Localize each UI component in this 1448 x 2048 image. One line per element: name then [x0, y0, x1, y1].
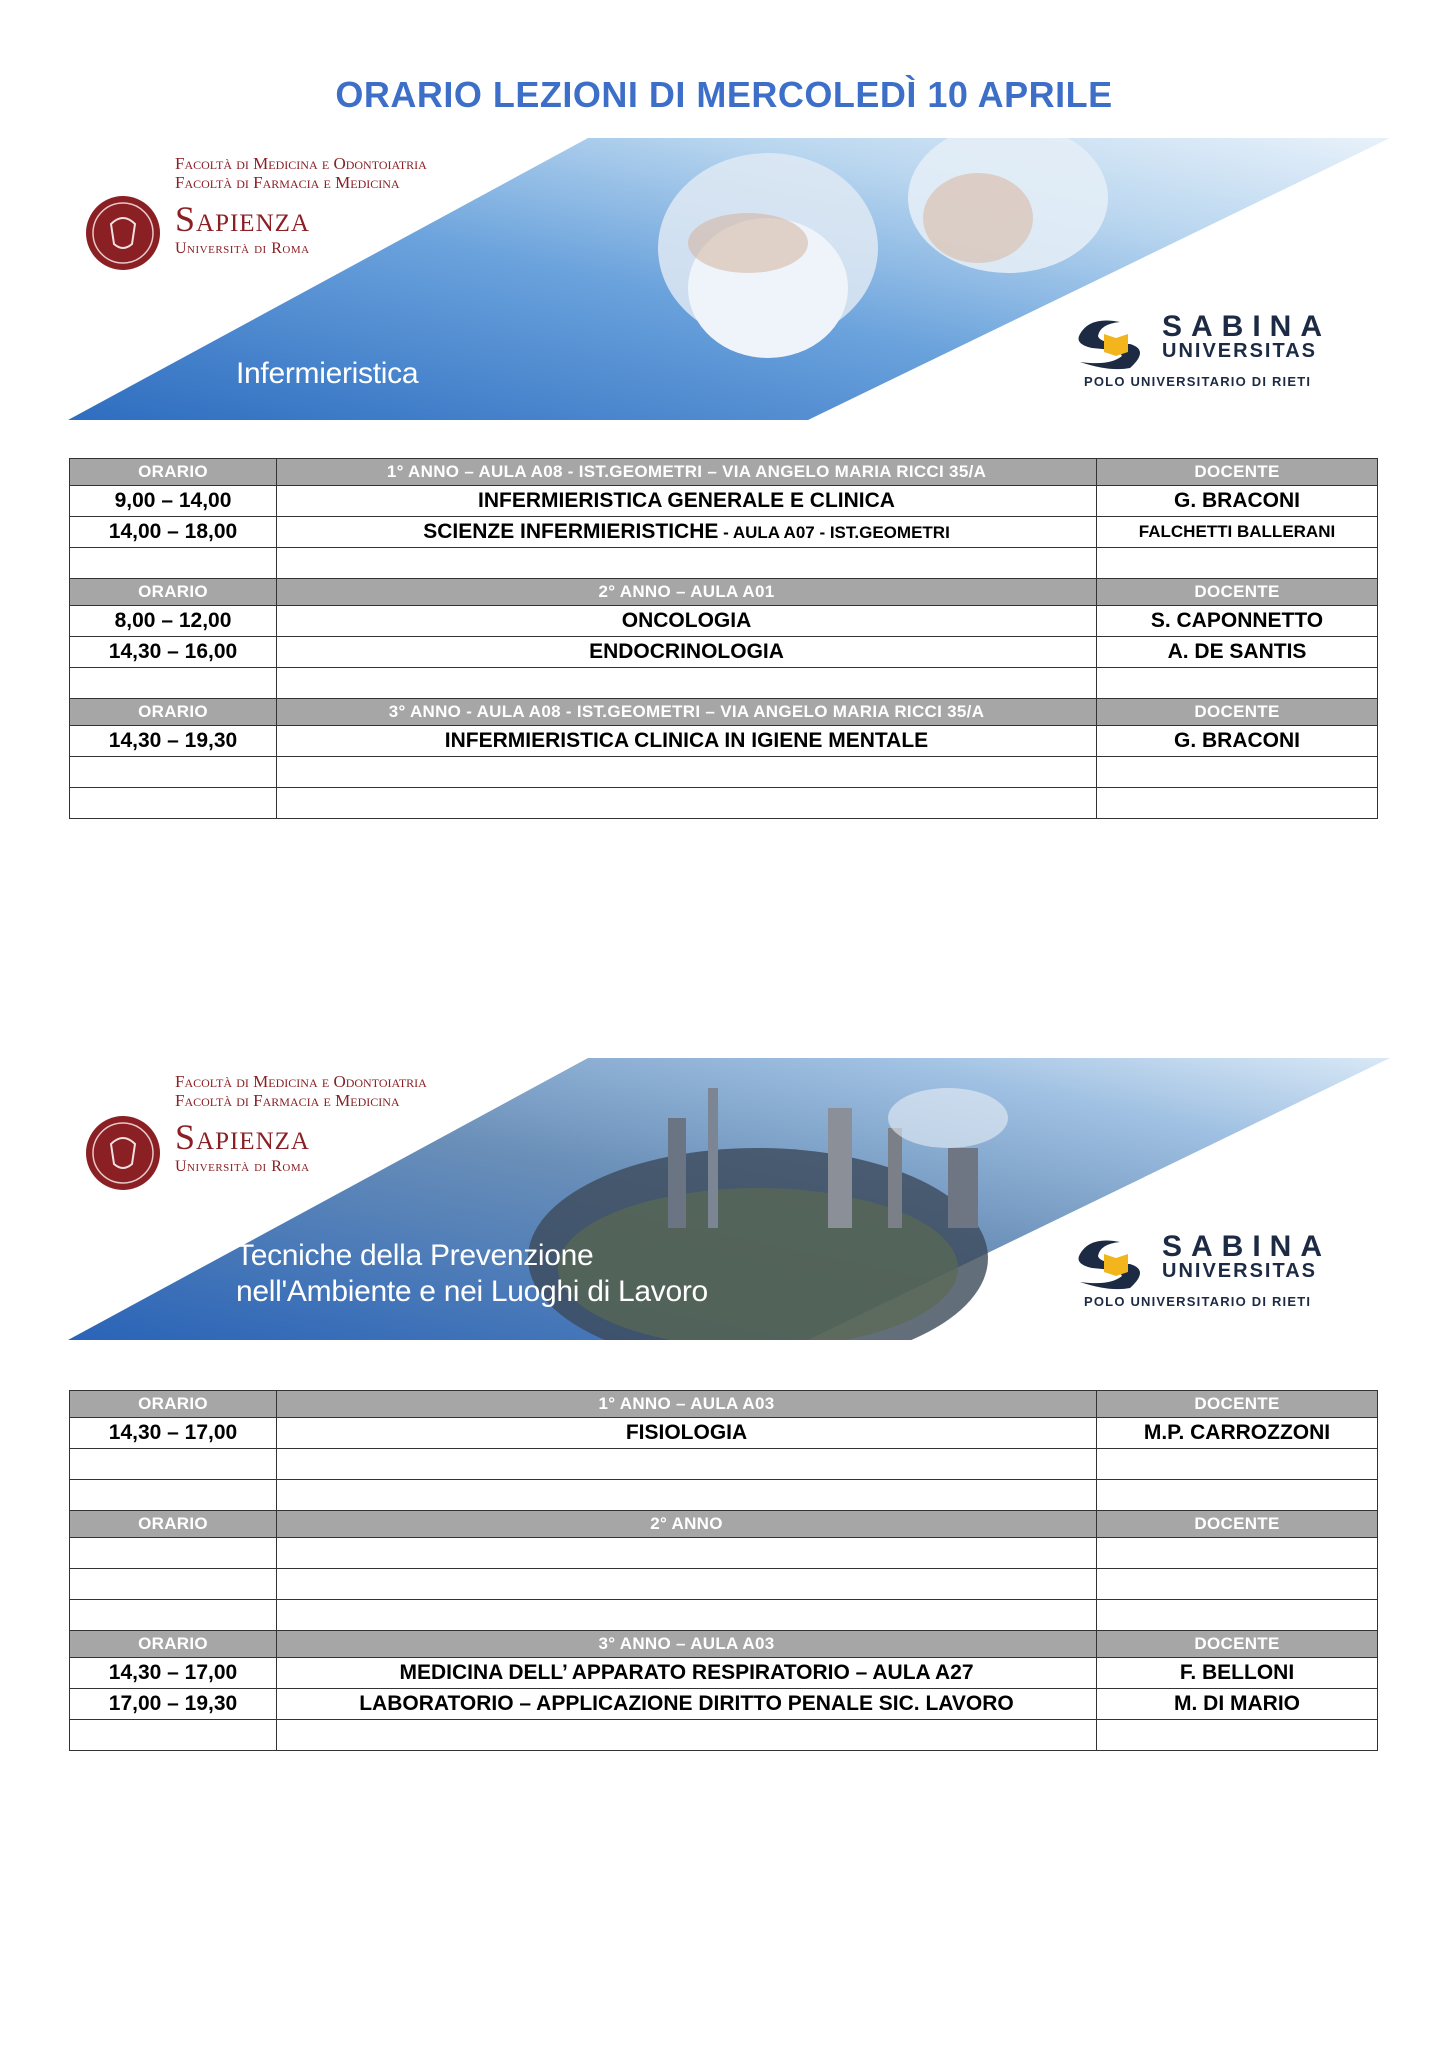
sabina-book-icon	[1070, 1234, 1160, 1294]
header-cell-time: ORARIO	[70, 1511, 277, 1538]
faculty-line-2: Facoltà di Farmacia e Medicina	[175, 1091, 400, 1110]
time-cell	[70, 757, 277, 788]
subject-cell: ONCOLOGIA	[277, 606, 1097, 637]
time-cell	[70, 668, 277, 699]
table-row	[70, 637, 1378, 668]
teacher-cell: M.P. CARROZZONI	[1097, 1418, 1378, 1449]
teacher-cell	[1097, 1449, 1378, 1480]
header-cell-time: ORARIO	[70, 1391, 277, 1418]
time-cell: 14,30 – 19,30	[70, 726, 277, 757]
subject-cell: INFERMIERISTICA CLINICA IN IGIENE MENTALE	[277, 726, 1097, 757]
teacher-cell: F. BELLONI	[1097, 1658, 1378, 1689]
subject-cell: MEDICINA DELL’ APPARATO RESPIRATORIO – AULA A27	[277, 1658, 1097, 1689]
sapienza-seal-icon	[84, 1114, 162, 1197]
subject-cell	[277, 757, 1097, 788]
table-row	[70, 1418, 1378, 1449]
subject-cell	[277, 1449, 1097, 1480]
subject-cell: FISIOLOGIA	[277, 1418, 1097, 1449]
header-cell-year: 1° ANNO – AULA A08 - IST.GEOMETRI – VIA ANGELO MARIA RICCI 35/A	[277, 459, 1097, 486]
time-cell: 14,30 – 17,00	[70, 1418, 277, 1449]
teacher-cell	[1097, 757, 1378, 788]
teacher-cell	[1097, 788, 1378, 819]
table-row	[70, 1689, 1378, 1720]
sapienza-seal-icon	[84, 194, 162, 277]
time-cell	[70, 1600, 277, 1631]
subject-cell	[277, 517, 1097, 548]
teacher-cell	[1097, 1720, 1378, 1751]
header-cell-time: ORARIO	[70, 459, 277, 486]
table-row	[70, 726, 1378, 757]
faculty-line-2: Facoltà di Farmacia e Medicina	[175, 173, 400, 192]
time-cell: 14,30 – 17,00	[70, 1658, 277, 1689]
header-cell-time: ORARIO	[70, 699, 277, 726]
table-row	[70, 788, 1378, 819]
table-row	[70, 1480, 1378, 1511]
time-cell	[70, 1569, 277, 1600]
table-header-row	[70, 1511, 1378, 1538]
page-title: ORARIO LEZIONI DI MERCOLEDÌ 10 APRILE	[335, 74, 1113, 115]
table-row	[70, 517, 1378, 548]
header-cell-year: 2° ANNO	[277, 1511, 1097, 1538]
header-cell-teacher: DOCENTE	[1097, 1511, 1378, 1538]
teacher-cell	[1097, 1569, 1378, 1600]
table-header-row	[70, 699, 1378, 726]
time-cell	[70, 788, 277, 819]
time-cell	[70, 548, 277, 579]
header-cell-teacher: DOCENTE	[1097, 459, 1378, 486]
header-cell-teacher: DOCENTE	[1097, 579, 1378, 606]
partner-subtitle: UNIVERSITAS	[1162, 340, 1317, 362]
partner-name: SABINA	[1162, 1230, 1332, 1263]
subject-cell	[277, 1480, 1097, 1511]
partner-subtitle: UNIVERSITAS	[1162, 1260, 1317, 1282]
teacher-cell: G. BRACONI	[1097, 726, 1378, 757]
header-cell-time: ORARIO	[70, 579, 277, 606]
teacher-cell	[1097, 1600, 1378, 1631]
subject-cell	[277, 788, 1097, 819]
subject-cell	[277, 1569, 1097, 1600]
course-name-line-2: nell'Ambiente e nei Luoghi di Lavoro	[236, 1275, 708, 1308]
header-cell-time: ORARIO	[70, 1631, 277, 1658]
header-cell-year: 2° ANNO – AULA A01	[277, 579, 1097, 606]
teacher-cell: G. BRACONI	[1097, 486, 1378, 517]
subject-cell	[277, 1720, 1097, 1751]
time-cell: 14,00 – 18,00	[70, 517, 277, 548]
sabina-logo	[1070, 1230, 1370, 1320]
teacher-cell: FALCHETTI BALLERANI	[1097, 517, 1378, 548]
university-subtitle: Università di Roma	[175, 240, 310, 257]
university-subtitle: Università di Roma	[175, 1158, 310, 1175]
time-cell: 14,30 – 16,00	[70, 637, 277, 668]
header-cell-teacher: DOCENTE	[1097, 699, 1378, 726]
banner-infermieristica	[68, 138, 1390, 420]
time-cell: 9,00 – 14,00	[70, 486, 277, 517]
header-cell-teacher: DOCENTE	[1097, 1391, 1378, 1418]
time-cell: 8,00 – 12,00	[70, 606, 277, 637]
subject-cell	[277, 668, 1097, 699]
header-cell-year: 3° ANNO - AULA A08 - IST.GEOMETRI – VIA ANGELO MARIA RICCI 35/A	[277, 699, 1097, 726]
teacher-cell: S. CAPONNETTO	[1097, 606, 1378, 637]
time-cell: 17,00 – 19,30	[70, 1689, 277, 1720]
partner-tagline: POLO UNIVERSITARIO DI RIETI	[1084, 1294, 1312, 1309]
subject-cell	[277, 548, 1097, 579]
table-row	[70, 1569, 1378, 1600]
header-cell-year: 3° ANNO – AULA A03	[277, 1631, 1097, 1658]
table-row	[70, 1538, 1378, 1569]
teacher-cell: A. DE SANTIS	[1097, 637, 1378, 668]
time-cell	[70, 1480, 277, 1511]
table-header-row	[70, 1631, 1378, 1658]
subject-cell	[277, 1600, 1097, 1631]
subject-room-text: - AULA A07 - IST.GEOMETRI	[718, 523, 950, 542]
sabina-logo	[1070, 310, 1370, 400]
schedule-table-prevenzione	[69, 1390, 1378, 1751]
table-row	[70, 486, 1378, 517]
faculty-line-1: Facoltà di Medicina e Odontoiatria	[175, 1072, 427, 1091]
university-name: Sapienza	[175, 199, 310, 239]
table-header-row	[70, 1391, 1378, 1418]
subject-cell: ENDOCRINOLOGIA	[277, 637, 1097, 668]
header-cell-year: 1° ANNO – AULA A03	[277, 1391, 1097, 1418]
subject-text: SCIENZE INFERMIERISTICHE	[423, 520, 719, 543]
partner-name: SABINA	[1162, 310, 1332, 343]
table-header-row	[70, 459, 1378, 486]
table-row	[70, 548, 1378, 579]
sabina-book-icon	[1070, 314, 1160, 374]
university-name: Sapienza	[175, 1117, 310, 1157]
table-row	[70, 1600, 1378, 1631]
subject-cell: INFERMIERISTICA GENERALE E CLINICA	[277, 486, 1097, 517]
teacher-cell	[1097, 1538, 1378, 1569]
course-name-line-1: Tecniche della Prevenzione	[236, 1239, 594, 1272]
time-cell	[70, 1720, 277, 1751]
table-row	[70, 757, 1378, 788]
table-row	[70, 1658, 1378, 1689]
table-row	[70, 668, 1378, 699]
teacher-cell	[1097, 548, 1378, 579]
partner-tagline: POLO UNIVERSITARIO DI RIETI	[1084, 374, 1312, 389]
table-header-row	[70, 579, 1378, 606]
faculty-line-1: Facoltà di Medicina e Odontoiatria	[175, 154, 427, 173]
subject-cell: LABORATORIO – APPLICAZIONE DIRITTO PENALE SIC. LAVORO	[277, 1689, 1097, 1720]
time-cell	[70, 1449, 277, 1480]
teacher-cell	[1097, 668, 1378, 699]
time-cell	[70, 1538, 277, 1569]
subject-cell	[277, 1538, 1097, 1569]
schedule-table-infermieristica	[69, 458, 1378, 819]
table-row	[70, 606, 1378, 637]
banner-prevenzione	[68, 1058, 1390, 1340]
table-row	[70, 1449, 1378, 1480]
table-row	[70, 1720, 1378, 1751]
header-cell-teacher: DOCENTE	[1097, 1631, 1378, 1658]
teacher-cell	[1097, 1480, 1378, 1511]
teacher-cell: M. DI MARIO	[1097, 1689, 1378, 1720]
course-name: Infermieristica	[236, 357, 419, 390]
